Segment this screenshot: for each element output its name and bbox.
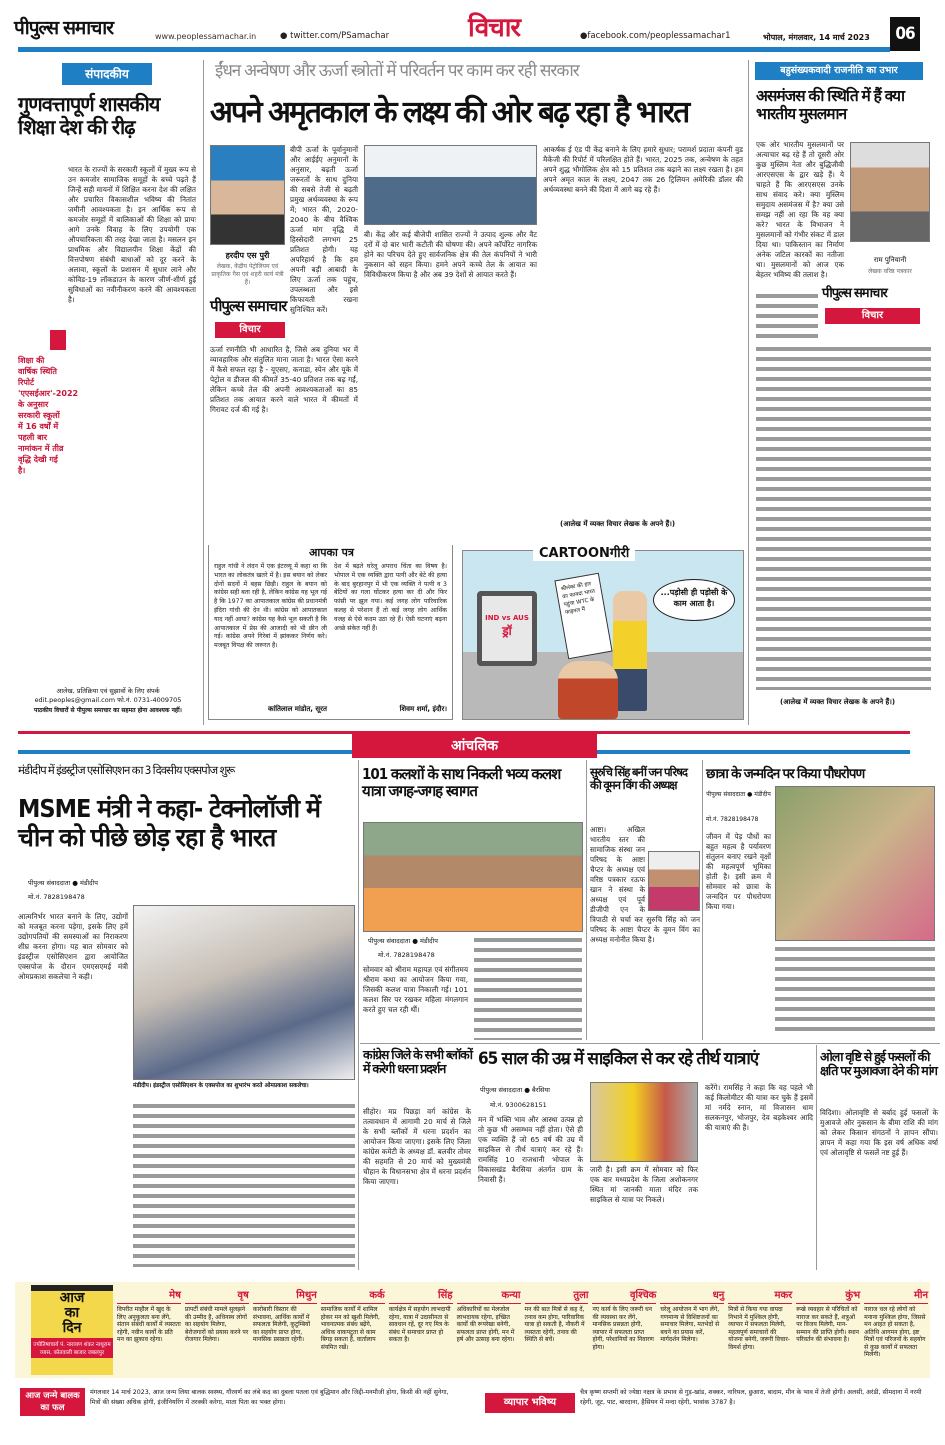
sign-text: विपरीत माहौल में खुद के लिए अनुकूलता बना लेंगे, संतान संबंधी कार्यों में व्यस्तता रहेगी, नवीन कार्यों के प्रति मन का झुकाव रहेगा। xyxy=(117,1306,181,1343)
right-headline: असमंजस की स्थिति में हैं क्या भारतीय मुसलमान xyxy=(756,87,905,123)
a5-headline: कांग्रेस जिले के सभी ब्लॉकों में करेगी धरना प्रदर्शन xyxy=(363,1047,472,1077)
editorial-body: भारत के राज्यों के सरकारी स्कूलों में मुख्य रूप से उन कमजोर सामाजिक समूहों के बच्चे पढ़ते हैं जिन्हें सही मायनों में शिक्षित करना देश की लक्षित और प्रचारित विकासशील भविष्य की नितांत जमीनी आवश्यकता है। इन आर्थिक रूप से कमजोर समूहों में बालिकाओं की शिक्षा को प्रायः आगे उनके विवाह के लिए उपयोगी एक औपचारिकता की तरह देखा जाता है। मसलन इन प्राथमिक और विद्यालयीन शिक्षा केंद्रों की वित्तपोषण संबंधी बाधाओं को दूर करने के अलावा, स्कूलों के प्रशासन में सुधार लाने और कोविड-19 लॉकडाउन के कारण जीर्ण-शीर्ण हुई सुविधाओं का नवीनीकरण करने की आवश्यकता है। xyxy=(68,165,196,304)
sign-text: मित्रों से किया गया वायदा निभाने में मुश्किल होगी, व्यापार में सफलता मिलेगी, महत्वपूर्ण समाचारों की योजना बनेगी, जरूरी विचार-विमर्श होगा। xyxy=(728,1306,790,1351)
divider xyxy=(203,60,204,725)
right-body: एक ओर भारतीय मुसलमानों पर अत्याचार बढ़ रहे हैं तो दूसरी ओर कुछ मुस्लिम नेता और बुद्धिजीवी आरएसएस के द्वार खड़े हैं। ये चाहते हैं कि आरएसएस उनके साथ संवाद करे। क्या मुस्लिम समुदाय असमंजस में है? क्या उसे समझ नहीं आ रहा कि वह क्या करे? भारत के विभाजन ने मुसलमानों को गंभीर संकट में डाल दिया था। पाकिस्तान का निर्माण अनेक जटिल कारकों का नतीजा था। मुसलमानों को आज एक बेहतर भविष्य की तलाश है। xyxy=(756,140,844,279)
sign-name: मीन xyxy=(864,1284,928,1304)
sign-meen xyxy=(862,1282,930,1378)
facebook-icon: ● xyxy=(580,31,588,41)
sign-text: प्रापर्टी संबंधी मामले सुलझने की उम्मीद है, अधिनस्थ लोगों का सहयोग मिलेगा, बेरोजगारों को प्रयास करने पर रोजगार मिलेगा। xyxy=(184,1306,249,1343)
twitter-link[interactable] xyxy=(280,31,389,41)
horoscope-title-2: का xyxy=(64,1305,80,1321)
divider xyxy=(748,60,749,725)
horoscope-title-1: आज xyxy=(59,1290,85,1306)
sign-text: घरेलू आयोजन में भाग लेंगे, गणमान्य से विशिष्टजनों का समाचार मिलेगा, मतभेदों से बचने का प्रयास करें, मार्गदर्शन मिलेगा। xyxy=(660,1306,720,1343)
section-title: विचार xyxy=(468,13,521,43)
sign-dhanu xyxy=(658,1282,726,1378)
sign-name: कर्क xyxy=(321,1284,385,1304)
a2-body-cont xyxy=(474,936,582,1040)
pullquote-bar xyxy=(50,330,66,350)
masthead xyxy=(0,0,945,50)
sign-name: वृश्चिक xyxy=(592,1284,656,1304)
sign-kanya xyxy=(455,1282,523,1378)
a2-byline: पीपुल्स संवाददाता ● मंडीदीप xyxy=(368,937,438,945)
divider-h xyxy=(360,1043,940,1044)
a6-body1: मन में भक्ति भाव और आस्था उत्पन्न हो तो कुछ भी असम्भव नहीं होता। ऐसे ही एक व्यक्ति हैं जो 65 वर्ष की उम्र में साइकिल से तीर्थ यात्राएं कर रहे हैं। रामसिंह 10 राजधानी भोपाल के विकासखंड बैरसिया अंतर्गत ग्राम के निवासी हैं। xyxy=(478,1115,583,1184)
horoscope-title-3: दिन xyxy=(62,1320,82,1336)
a3-body: आष्टा। अखिल भारतीय स्तर की सामाजिक संस्था जन परिषद के आष्टा चैप्टर के अध्यक्ष एवं वरिष्ठ पत्रकार रऊफ खान ने संस्था के अध्यक्ष एवं पूर्व डीजीपी एन के त्रिपाठी से चर्चा कर सुरुचि सिंह को जन परिषद के आष्टा चैप्टर के वूमन विंग का अध्यक्ष मनोनीत किया है। xyxy=(590,825,700,944)
letter-2: देश में बढ़ते घरेलू अपराध चिंता का विषय है। भोपाल में एक व्यक्ति द्वारा पत्नी और बेटे की हत्या के बाद बुरहानपुर में भी एक व्यक्ति ने पत्नी व 3 बेटियों का गला घोंटकर हत्या कर दी और फिर फांसी पर झूल गया। कई जगह लोग पारिवारिक कलह से परेशान हैं तो कई जगह लोग आर्थिक वजह से ऐसे कदम उठा रहे हैं। ऐसी घटनाएं बढ़ना अच्छे संकेत नहीं हैं। xyxy=(334,563,447,632)
a6-headline: 65 साल की उम्र में साइकिल से कर रहे तीर्थ यात्राएं xyxy=(478,1049,759,1069)
cartoon-man-sitting xyxy=(558,661,618,719)
masthead-rule xyxy=(18,47,890,52)
letters-box xyxy=(208,545,453,720)
facebook-handle: facebook.com/peoplessamachar1 xyxy=(587,31,731,41)
right-brand: पीपुल्स समाचार xyxy=(822,286,887,301)
author-name: हरदीप एस पुरी xyxy=(225,251,270,260)
right-author-photo xyxy=(850,142,930,242)
letters-title: आपका पत्र xyxy=(279,545,384,560)
astrologer: ज्योतिषाचार्य पं. नारायण शंकर नाथूराम व्यास, कोतवाली बाजार जबलपुर xyxy=(31,1338,113,1358)
right-author-name: राम पुनियानी xyxy=(873,256,907,264)
a5-body: सीहोर। मप्र पिछड़ा वर्ग कांग्रेस के तत्वावधान में आगामी 20 मार्च से जिले के सभी ब्लॉकों में धरना प्रदर्शन का आयोजन किया जाएगा। इसके लिए जिला कांग्रेस कमेटी के अध्यक्ष डॉ. बलवीर तोमर की सहमति से 20 मार्च को मुख्यमंत्री चौहान के विधानसभा क्षेत्र में धरना प्रदर्शन किया जाएगा। xyxy=(363,1107,471,1186)
editorial-label: संपादकीय xyxy=(62,63,152,85)
a2-body: सोमवार को श्रीराम महायज्ञ एवं संगीतमय श्रीराम कथा का आयोजन किया गया, जिसकी कलश यात्रा निकाली गई। 101 कलश सिर पर रखकर महिला मंगलगान करते हुए चल रही थीं। xyxy=(363,965,468,1014)
cartoon-box xyxy=(462,546,744,720)
newspaper: श्रीलंका की हार का फायदा भारत पहुंचा WTC के फाइनल में xyxy=(554,573,612,660)
lead-kicker: ईंधन अन्वेषण और ऊर्जा स्त्रोतों में परिवर्तन पर काम कर रही सरकार xyxy=(215,61,579,81)
sign-mesh xyxy=(115,1282,183,1378)
speech-bubble: ...पड़ोसी ही पड़ोसी के काम आता है। xyxy=(653,579,735,621)
sign-kark xyxy=(319,1282,387,1378)
a1-body-cont xyxy=(133,1102,355,1267)
logo: पीपुल्स समाचार xyxy=(14,17,113,39)
a1-caption: मंडीदीप। इंडस्ट्रीज एसोसिएशन के एक्सपोज का शुभारंभ करते ओमप्रकाश सकलेचा। xyxy=(133,1083,309,1089)
a4-photo xyxy=(775,786,935,941)
sign-vrish xyxy=(183,1282,251,1378)
a7-body: विदिशा। ओलावृष्टि से बर्बाद हुई फसलों के मुआवजे और नुकसान के बीमा राशि की मांग को लेकर किसान संगठनों ने ज्ञापन सौंपा। ज्ञापन में कहा गया कि इस वर्ष अधिक वर्षा एवं ओलावृष्टि से फसलें नष्ट हुई हैं। xyxy=(820,1108,938,1157)
sign-singh xyxy=(387,1282,455,1378)
a4-headline: छात्रा के जन्मदिन पर किया पौधरोपण xyxy=(706,766,865,782)
horoscope-title-box xyxy=(31,1285,113,1375)
lead-col2: ऊर्जा रणनीति भी आधारित है, जिसे अब दुनिया भर में व्यावहारिक और संतुलित माना जाता है। भारत ऐसा करने में कैसे सफल रहा है - यूएसए, कनाडा, स्पेन और यूके में पेट्रोल व डीजल की कीमतें 35-40 प्रतिशत तक बढ़ गईं, लेकिन कच्चे तेल की अपनी आवश्यकताओं का 85 प्रतिशत तक आयात करने वाले भारत में कीमतों में गिरावट दर्ज की गई है। xyxy=(210,345,358,414)
sign-name: मकर xyxy=(728,1284,792,1304)
sign-name: सिंह xyxy=(389,1284,453,1304)
a6-body2: करेंगे। रामसिंह ने कहा कि वह पहले भी कई किलोमीटर की यात्रा कर चुके हैं इसमें मां नर्मदे स्नान, मां विजासन धाम सलकनपुर, भोजपुर, देव बड़केश्वर आदि की यात्राएं की हैं। xyxy=(705,1083,813,1132)
right-author-desc: लेखक वरिष्ठ पत्रकार xyxy=(868,268,912,275)
sign-text: मन की बात मित्रों से कह दें, तनाव कम होगा, पारिवारिक यात्रा हो सकती है, नौकरी में व्यस्तता रहेगी, तनाव की स्थिति से बचें। xyxy=(524,1306,585,1343)
a3-body-block xyxy=(590,825,700,1035)
solar-panel-photo xyxy=(364,145,537,225)
sign-name: धनु xyxy=(660,1284,724,1304)
editorial-headline: गुणवत्तापूर्ण शासकीय शिक्षा देश की रीढ़ xyxy=(18,92,160,139)
a1-headline: MSME मंत्री ने कहा- टेक्नोलॉजी में चीन को पीछे छोड़ रहा है भारत xyxy=(18,794,320,852)
divider xyxy=(358,760,359,1270)
a6-photo xyxy=(590,1082,698,1162)
a2-phone: मो.नं. 7828198478 xyxy=(378,951,435,959)
tv-text-2: ड्रॉ xyxy=(502,624,512,638)
trade-text: चैत्र कृष्ण सप्तमी को ज्येष्ठा नक्षत्र के प्रभाव से गुड़-खांड, शक्कर, नारियल, छुआरा, बादाम, मीन के भाव में तेजी होगी। अलसी, अरंडी, सीमदाना में नरमी रहेगी, जूट, पाट, बारदाना, हैसियन में मन्दा रहेगी, भावांक 3787 है। xyxy=(580,1389,922,1406)
horoscope-signs xyxy=(115,1282,930,1378)
tv-text: IND vs AUS xyxy=(485,614,529,622)
right-brand-sub: विचार xyxy=(825,308,920,324)
birth-text: मंगलवार 14 मार्च 2023, आज जन्म लिया बालक स्वस्थ्य, गौरवर्ण का लंबे कद का दुबला पतला एवं बुद्धिमान और जिद्दी-मनमौजी होगा, किसी की नहीं सुनेगा, मित्रों की संख्या अधिक होगी, इंजीनियरिंग में तरक्की करेगा, माता पिता का भक्त होगा। xyxy=(90,1389,449,1406)
twitter-icon: ● xyxy=(280,31,288,41)
sign-name: कन्या xyxy=(457,1284,521,1304)
a2-headline: 101 कलशों के साथ निकली भव्य कलश यात्रा जगह-जगह स्वागत xyxy=(362,765,561,801)
dateline: भोपाल, मंगलवार, 14 मार्च 2023 xyxy=(763,33,870,42)
a6-byline: पीपुल्स संवाददाता ● बैरसिया xyxy=(480,1086,550,1094)
right-kicker: बहुसंख्यकवादी राजनीति का उभार xyxy=(755,62,923,80)
sign-text: नाराज चल रहे लोगों को मनाना मुश्किल होगा, जिससे मन आहत हो सकता है, अतिथि आगमन होगा, इष्ट मित्रों एवं परिजनों के सहयोग से कुछ कार्यों में सफलता मिलेगी। xyxy=(864,1306,926,1358)
divider xyxy=(816,1045,817,1270)
sign-tula xyxy=(523,1282,591,1378)
editorial-note: पाठकीय विचारों से पीपुल्स समाचार का सहमत होना आवश्यक नहीं। xyxy=(34,707,182,714)
a1-photo xyxy=(133,905,355,1080)
divider xyxy=(702,760,703,1040)
regional-section-title: आंचलिक xyxy=(352,734,597,758)
lead-col3: बी। केंद्र और कई बीजेपी शासित राज्यों ने उत्पाद शुल्क और वैट दरों में दो बार भारी कटौती की घोषणा की। अपने कॉर्पोरेट नागरिक होने का परिचय देते हुए सार्वजनिक क्षेत्र की तेल कंपनियों ने भारी नुकसान को सहन किया। हमने अपने कच्चे तेल के आयात का विविधीकरण किया है और अब 39 देशों से आयात करते हैं। xyxy=(364,230,537,279)
a4-body: जीवन में पेड़ पौधों का बहुत महत्व है पर्यावरण संतुलन बनाए रखने वृक्षों की महत्वपूर्ण भूमिका होती है। इसी क्रम में सोमवार को छात्रा के जन्मदिन पर पौधरोपण किया गया। xyxy=(706,832,771,911)
twitter-handle: twitter.com/PSamachar xyxy=(290,31,390,41)
sign-text: कारोबारी विस्तार की संभावना, आर्थिक कार्यों में सफलता मिलेगी, कुटुम्बियों का सहयोग प्राप्त होगा, मानसिक प्रसन्नता रहेगी। xyxy=(252,1306,311,1343)
sign-text: कार्यक्षेत्र में सहयोग लाभदायी रहेगा, यात्रा में उदासीनता से सावधान रहें, दूर गए मित्र के संबंध में समाचार प्राप्त हो सकता है। xyxy=(388,1306,451,1343)
sign-name: मेष xyxy=(117,1284,181,1304)
letter-2-sign: शिवम शर्मा, इंदौर। xyxy=(399,705,447,713)
sign-mithun xyxy=(251,1282,319,1378)
lead-headline: अपने अमृतकाल के लक्ष्य की ओर बढ़ रहा है भारत xyxy=(210,95,689,130)
lead-brand-sub: विचार xyxy=(215,322,285,338)
a6-caption: जारी है। इसी क्रम में सोमवार को फिर एक बार मध्यप्रदेश के जिला अशोकनगर स्थित मां जानकी माता मंदिर तक साइकिल से यात्रा पर निकले। xyxy=(590,1165,698,1204)
sign-makar xyxy=(726,1282,794,1378)
tv-screen xyxy=(477,591,537,666)
cartoon-man-standing xyxy=(613,591,647,711)
sign-text: अधिकारियों का मेलजोल लाभदायक रहेगा, इच्छित कार्यों की रूपरेखा बनेगी, सफलता प्राप्त होगी, मन में हर्ष और उत्साह बना रहेगा। xyxy=(456,1306,515,1343)
sign-text: रूखे व्यवहार से परिचितों को नाराज कर सकते हैं, शत्रुओं पर विजय मिलेगी, मान-सम्मान की प्राप्ति होगी। स्थान परिवर्तन की संभावना है। xyxy=(796,1306,860,1343)
horoscope-strip xyxy=(15,1282,930,1378)
sign-name: तुला xyxy=(525,1284,589,1304)
a1-phone: मो.नं. 7828198478 xyxy=(28,893,85,901)
sign-name: मिथुन xyxy=(253,1284,317,1304)
right-body-cont xyxy=(756,345,931,690)
letter-1-sign: कांतिलाल मांडोत, सूरत xyxy=(268,705,327,713)
page-number: 06 xyxy=(890,17,920,51)
lead-brand: पीपुल्स समाचार xyxy=(210,297,287,315)
sign-name: कुंभ xyxy=(796,1284,860,1304)
a4-byline: पीपुल्स संवाददाता ● मंडीदीप xyxy=(706,791,771,798)
website[interactable]: www.peoplessamachar.in xyxy=(155,32,257,41)
a6-phone: मो.नं. 9300628151 xyxy=(490,1101,547,1109)
divider xyxy=(586,760,587,1040)
a1-byline: पीपुल्स संवाददाता ● मंडीदीप xyxy=(28,879,98,887)
lead-col4: आकर्षक ई एंड पी केंद्र बनाने के लिए हमारे सुधार; परामर्श प्रदाता कंपनी वुड मैकेंजी की रिपोर्ट में परिलक्षित होते हैं। भारत, 2025 तक, अन्वेषण के तहत अपने शुद्ध भौगोलिक क्षेत्र को 15 प्रतिशत तक बढ़ाने का लक्ष्य रखता है। हम अपने अमृत काल के लक्ष्य, 2047 तक 26 ट्रिलियन अमेरिकी डॉलर की अर्थव्यवस्था बनने की दिशा में आगे बढ़ रहे हैं। xyxy=(543,145,743,194)
facebook-link[interactable] xyxy=(580,31,731,41)
sign-vrishchik xyxy=(590,1282,658,1378)
sign-text: सामाजिक कार्यों में शामिल होकर मन को खुशी मिलेगी, भावनात्मक संबंध बढ़ेंगे, अधिक वाकपटुता से काम बिगड़ सकता है, वार्तालाप संयमित रखें। xyxy=(320,1306,380,1351)
a3-headline: सुरुचि सिंह बनीं जन परिषद की वूमन विंग की अध्यक्ष xyxy=(590,765,687,793)
editorial-pullquote: शिक्षा की वार्षिक स्थिति रिपोर्ट 'एएसईआर'-2022 के अनुसार सरकारी स्कूलों में 16 वर्षों में पहली बार नामांकन में तीव्र वृद्धि देखी गई है। xyxy=(18,356,79,475)
sign-text: नए कार्य के लिए जरूरी धन की व्यवस्था कर लेंगे, मानसिक प्रसन्नता होगी, व्यापार में सफलता प्राप्त होगी, परेशानियों का निवारण होगा। xyxy=(592,1306,654,1351)
sign-name: वृष xyxy=(185,1284,249,1304)
sign-kumbh xyxy=(794,1282,862,1378)
a3-photo xyxy=(648,851,700,911)
lead-credit: (आलेख में व्यक्त विचार लेखक के अपने हैं।) xyxy=(560,520,676,528)
a1-kicker: मंडीदीप में इंडस्ट्रीज एसोसिएशन का 3 दिवसीय एक्सपोज शुरू xyxy=(18,763,235,777)
a2-photo xyxy=(363,822,583,932)
a4-body-cont xyxy=(775,945,935,1035)
a7-headline: ओला वृष्टि से हुई फसलों की क्षति पर मुआवजा देने की मांग xyxy=(820,1049,937,1079)
lead-col1: बीपी ऊर्जा के पूर्वानुमानों और आईईए अनुमानों के अनुसार, बढ़ती ऊर्जा जरूरतों के साथ दुनिया की सबसे तेजी से बढ़ती प्रमुख अर्थव्यवस्था के रूप में; भारत की, 2020-2040 के बीच वैश्विक ऊर्जा मांग वृद्धि में हिस्सेदारी लगभग 25 प्रतिशत होगी। यह अपरिहार्य है कि हम अपनी बड़ी आबादी के लिए ऊर्जा तक पहुंच, उपलब्धता और इसे किफायती रखना सुनिश्चित करें। xyxy=(290,145,358,314)
trade-label: व्यापार भविष्य xyxy=(485,1393,575,1413)
a1-body: आत्मनिर्भर भारत बनाने के लिए, उद्योगों को मजबूत करना पड़ेगा, इसके लिए हमें उद्योगपतियों की समस्याओं का निराकरण शीघ्र करना होगा। यह बात सोमवार को इंडस्ट्रीज एसोसिएशन द्वारा आयोजित एक्सपोज के दौरान एमएसएमई मंत्री ओमप्रकाश सकलेचा ने कही। xyxy=(18,912,128,981)
author-desc: लेखक, केंद्रीय पेट्रोलियम एवं प्राकृतिक गैस एवं शहरी कार्य मंत्री हैं। xyxy=(211,263,284,286)
a4-phone: मो.नं. 7828198478 xyxy=(706,816,759,823)
editorial-footer: आलेख, प्रतिक्रिया एवं सुझावों के लिए संपर्क edit.peoples@gmail.com फो.नं. 0731-4009705 xyxy=(34,687,182,704)
author-photo xyxy=(210,145,285,245)
right-credit: (आलेख में व्यक्त विचार लेखक के अपने हैं।) xyxy=(780,698,896,706)
cartoon-title: CARTOONगीरी xyxy=(533,543,635,561)
right-body-cont xyxy=(756,292,818,342)
letter-1: राहुल गांधी ने लंदन में एक इंटरव्यू में कहा था कि भारत का लोकतंत्र खतरे में है। इस बयान को लेकर दोनों सदनों में बहस छिड़ी। राहुल के बयान को कांग्रेस सही बता रही है, लेकिन कांग्रेस यह भूल गई है कि 1977 का आपातकाल कांग्रेस की प्रधानमंत्री इंदिरा गांधी की देन थी। कांग्रेस को आपातकाल याद नहीं आया? कांग्रेस यह कैसे भूल सकती है कि आपातकाल में प्रेस की आजादी को भी छीन ली गई। कांग्रेस अपने गिरेबां में झांककर निर्णय करे। मजबूत विपक्ष की जरूरत है। xyxy=(214,563,327,650)
birth-label: आज जन्मे बालक का फल xyxy=(20,1388,85,1416)
